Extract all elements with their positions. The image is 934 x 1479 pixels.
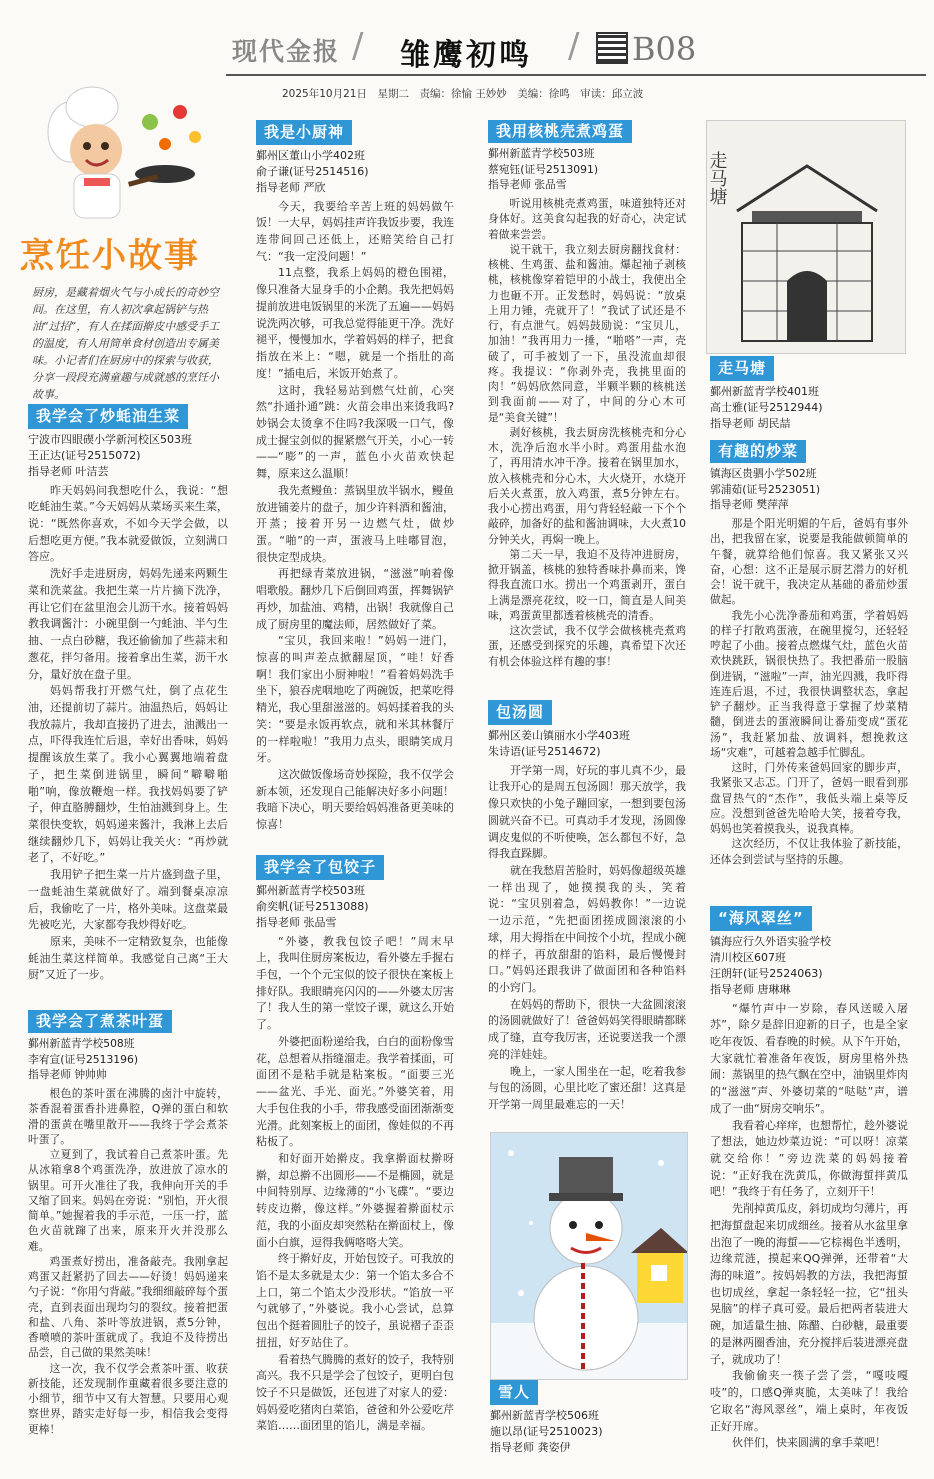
paragraph: 这一次，我不仅学会煮茶叶蛋、收获新技能，还发现制作重藏着很多要注意的小细节，细节中又有大智慧。只要用心观察世界，踏实走好每一步，相信我会变得更棒！ [28, 1361, 228, 1436]
paragraph: 我偷偷夹一筷子尝了尝，“嘎吱嘎吱”的，口感Q弹爽脆，太美味了！我给它取名“海风翠丝”，端上桌时，年夜饭正好开席。 [710, 1369, 908, 1433]
article-fun-cooking [710, 440, 908, 867]
author: 施以昂(证号2510023) [490, 1424, 603, 1438]
school: 鄞州区董山小学402班 [256, 148, 365, 162]
teacher: 指导老师 严欣 [256, 180, 326, 194]
article-title: 我学会了煮茶叶蛋 [28, 1010, 172, 1033]
paragraph: 终于擀好皮，开始包饺子。可我放的馅不是太多就是太少：第一个馅太多合不上口，第二个馅太少没形状。“馅放一平勺就够了，”外婆说。我小心尝试，总算包出个挺着圆肚子的饺子，虽说褶子歪歪扭扭，好歹站住了。 [256, 1252, 454, 1349]
article-title: “海风翠丝” [710, 906, 812, 931]
paragraph: 洗好手走进厨房，妈妈先递来两颗生菜和洗菜盆。我把生菜一片片摘下洗净，再让它们在盆里泡会儿沥干水。接着妈妈教我调酱汁：小碗里倒一勺蚝油、半勺生抽、一点白砂糖，我还偷偷加了些蒜末和葱花，拌匀备用。接着拿出生菜，沥干水分，量好放在盘子里。 [28, 567, 228, 681]
byline [710, 934, 908, 998]
paragraph: 就在我愁眉苦脸时，妈妈像超级英雄一样出现了，她摸摸我的头，笑着说：“宝贝别着急，妈妈教你！”一边说一边示范，“先把面团搓成圆滚滚的小球，用大拇指在中间按个小坑，捏成小碗的样子，再放甜甜的馅料，最后慢慢封口。”妈妈还跟我讲了做面团和各种馅料的小窍门。 [488, 863, 686, 995]
paragraph: “外婆，教我包饺子吧！”周末早上，我叫住厨房案板边，看外婆左手握右手包，一个个元宝似的饺子很快在案板上排好队。我眼睛亮闪闪的——外婆太厉害了！我人生的第一堂饺子课，就这么开始了。 [256, 934, 454, 1032]
teacher: 指导老师 胡民喆 [710, 416, 791, 430]
paragraph: 这时，我轻易站到燃气灶前，心突然“扑通扑通”跳：火苗会串出来烫我吗?妙锅会太烫拿不住吗?我深吸一口气，像成士握宝剑似的握紧燃气开关，小心一转——“嘭”的一声，蓝色小火苗欢快起舞，原来这么温顺！ [256, 383, 454, 481]
building-sketch-icon [707, 121, 906, 354]
paragraph: 这次尝试，我不仅学会做核桃壳煮鸡蛋，还感受到探究的乐趣，真希望下次还有机会体验这样有趣的事！ [488, 624, 686, 668]
byline [256, 148, 454, 196]
snowman-caption [490, 1380, 688, 1459]
teacher: 指导老师 张品雪 [256, 915, 337, 929]
paragraph: “宝贝，我回来啦！”妈妈一进门，惊喜的叫声差点掀翻屋顶，“哇！好香啊！我们家出小厨神啦！”看着妈妈洗手坐下，狼吞虎咽地吃了两碗饭，把菜吃得精光，我心里甜滋滋的。妈妈揉着我的头笑：“要是永饭再软点，就和米其林餐厅的一样啦啦！”我用力点头，眼睛笑成月牙。 [256, 634, 454, 765]
paragraph: 今天，我要给辛苦上班的妈妈做午饭！一大早，妈妈挂声许我饭步要，我连连带间回己还低上，还赔笑给自己打气：“我一定没问题！” [256, 199, 454, 263]
paragraph: 听说用核桃壳煮鸡蛋，味道独特还对身体好。这美食勾起我的好奇心，决定试着做来尝尝。 [488, 197, 686, 241]
masthead [0, 0, 934, 82]
paragraph: 我先小心洗净番茄和鸡蛋，学着妈妈的样子打散鸡蛋液，在碗里搅匀，还轻轻哼起了小曲。接着点燃煤气灶，蓝色火苗欢快跳跃，锅很快热了。我把番茄一股脑倒进锅，“滋啦”一声，油光四溅，我吓得连连后退，不过，我很快调整状态，拿起铲子翻炒。正当我得意于掌握了炒菜精髓，倒进去的蛋液瞬间让番茄变成“蛋花汤”，我赶紧加盐、放调料，想挽救这场“灾难”，可越着急越手忙脚乱。 [710, 608, 908, 759]
paragraph: 这次经历，不仅让我体验了新技能，还体会到尝试与坚持的乐趣。 [710, 837, 908, 866]
author: 李宥宣(证号2513196) [28, 1052, 139, 1066]
paragraph: 在妈妈的帮助下，很快一大盆圆滚滚的汤圆就做好了！爸爸妈妈笑得眼睛都眯成了缝，直夸我厉害，还说要送我一个漂亮的洋娃娃。 [488, 997, 686, 1061]
paragraph: 说干就干，我立刻去厨房翻找食材：核桃、生鸡蛋、盐和酱油。爆起袖子剥核桃，核桃像穿着铠甲的小战士，我使出全力也砸不开。正发愁时，妈妈说：“放桌上用力锤，壳就开了！”我试了试还是不行，有点泄气。妈妈鼓励说：“宝贝儿，加油！”我再用力一捶，“啪嗒”一声，壳破了，可手被划了一下，虽没流血却很疼。我提议：“你剥外壳，我挑里面的肉！”妈妈欣然同意，半颗半颗的核桃送到我面前——对了，中间的分心木可是“美食关键”！ [488, 242, 686, 424]
school: 镇海应行久外语实验学校 [710, 934, 831, 948]
article-title: 我是小厨神 [256, 120, 352, 145]
school: 镇海区贵驷小学502班 [710, 467, 817, 481]
teacher: 指导老师 钟帅帅 [28, 1068, 107, 1082]
paragraph: 晚上，一家人围坐在一起，吃着我参与包的汤圆，心里比吃了蜜还甜！这真是开学第一周里最难忘的一天！ [488, 1064, 686, 1112]
paragraph: 先削掉黄瓜皮，斜切成均匀薄片，再把海蜇盘起来切成细丝。接着从水盆里拿出泡了一晚的海蜇——它棕褐色半透明，边缘荒涟，摸起来QQ弹弹，还带着“大海的味道”。按妈妈教的方法，我把海蜇也切成丝，拿起一条轻轻一拉，它“扭头晃脑”的样子真可爱。最后把两者装进大碗，加适量生抽、陈醋、白砂糖，最重要的是淋两圈香油，充分搅拌后装进漂亮盘子，就成功了！ [710, 1202, 908, 1366]
article-sea-breeze-salad [710, 906, 908, 1452]
paragraph: 第二天一早，我迫不及待冲进厨房，掀开锅盖，核桃的独特香味扑鼻而来，馋得我直流口水。捞出一个鸡蛋剥开，蛋白上满是漂亮花纹，咬一口，简直是人间美味，鸡蛋黄里都透着核桃壳的清香。 [488, 547, 686, 622]
article-dumplings [256, 855, 454, 1435]
snowman-icon [491, 1133, 688, 1380]
school: 鄞州新蓝青学校503班 [488, 147, 595, 161]
school: 宁波市四眼碶小学新河校区503班 [28, 432, 192, 446]
paragraph: 看着热气腾腾的煮好的饺子，我特别高兴。我不只是学会了包饺子，更明白包饺子不只是做饭，还包进了对家人的爱：妈妈爱吃猪肉白菜馅，爸爸和外公爱吃芹菜馅……面团里的馅儿，满是幸福。 [256, 1352, 454, 1433]
divider-slash: / [568, 26, 580, 66]
paragraph: 和好面开始擀皮。我拿擀面杖擀呀擀，却总擀不出圆形——不是椭圆，就是中间特别厚、边缘薄的“小飞碟”。“要边转皮边擀，像这样。”外婆握着擀面杖示范，我的小面皮却突然粘在擀面杖上，像面小白旗，逗得我俩咯咯大笑。 [256, 1151, 454, 1249]
drawing-label-char: 走马塘 [707, 151, 728, 205]
chef-illustration [30, 82, 220, 222]
article-stir-fry-lettuce [28, 404, 228, 984]
author: 朱诗语(证号2514672) [488, 744, 601, 758]
paragraph: 11点整，我系上妈妈的橙色围裙，像只准备大显身手的小企鹅。我先把妈妈提前放进电饭锅里的米洗了五遍——妈妈说洗两次够，可我总觉得能更干净。洗好褪平，慢慢加水，学着妈妈的样子，把食指放在米上：“嗯，就是一个指肚的高度！”插电后，米饭开始煮了。 [256, 266, 454, 380]
byline [256, 883, 454, 931]
section-title: 烹饪小故事 [20, 236, 200, 276]
byline [710, 466, 908, 513]
zoumatang-drawing [706, 120, 906, 354]
author: 俞子谦(证号2514516) [256, 164, 369, 178]
column-title: 雏鹰初鸣 [400, 38, 532, 73]
author: 高士雅(证号2512944) [710, 400, 823, 414]
paragraph: 开学第一周，好玩的事儿真不少，最让我开心的是周五包汤圆！那天放学，我像只欢快的小兔子蹦回家，一想到要包汤圆就兴奋不已。可真动手才发现，汤圆像调皮鬼似的不听使唤，怎么都包不好，急得我直跺脚。 [488, 763, 686, 861]
dateline: 2025年10月21日 星期二 责编：徐愉 王妙妙 美编：徐鸣 审读：邱立波 [282, 88, 644, 100]
article-little-chef [256, 120, 454, 834]
article-title: 我学会了包饺子 [256, 855, 384, 880]
paragraph: 根色的茶叶蛋在沸腾的卤汁中旋转，茶香混着蛋香扑进鼻腔，Q弹的蛋白和软滑的蛋黄在嘴里散开——我终于学会煮茶叶蛋了。 [28, 1087, 228, 1146]
newspaper-brand: 现代金报 [232, 37, 341, 66]
teacher: 指导老师 叶洁芸 [28, 464, 109, 478]
zoumatang-caption [710, 356, 908, 435]
author: 王正达(证号2515072) [28, 448, 141, 462]
paragraph: “爆竹声中一岁除，春风送暖入屠苏”，除夕是辞旧迎新的日子，也是全家吃年夜饭、看春晚的时候。从下午开始，大家就忙着准备年夜饭，厨房里格外热闹：蒸锅里的热气飘在空中，油锅里炸肉的“滋滋”声、外婆切菜的“哒哒”声，谱成了一曲“厨房交响乐”。 [710, 1001, 908, 1115]
teacher: 指导老师 张品雪 [488, 178, 567, 192]
article-walnut-eggs [488, 120, 686, 669]
paragraph: 立夏到了，我试着自己煮茶叶蛋。先从冰箱拿8个鸡蛋洗净，放进放了凉水的锅里。可开火准往了我，我伸向开关的手又缩了回来。妈妈在旁说：“别怕，开火很简单。”她握着我的手示范，一压一拧，蓝色火苗就蹿了出来，原来开火并没那么难。 [28, 1148, 228, 1253]
byline [488, 146, 686, 193]
paragraph: 我用铲子把生菜一片片盛到盘子里，一盘蚝油生菜就做好了。端到餐桌凉凉后，我偷吃了一片，格外美味。这盘菜最先被吃光，大家都夸我炒得好吃。 [28, 868, 228, 932]
paragraph: 外婆把面粉递给我，白白的面粉像雪花，总想着从指缝溜走。我学着揉面，可面团不是粘手就是粘案板。“面要三光——盆光、手光、面光。”外婆笑着，用大手包住我的小手，带我感受面团渐渐变光滑。此刻案板上的面团，像娃似的不再粘板了。 [256, 1034, 454, 1149]
paragraph: 剥好核桃，我去厨房洗核桃壳和分心木，洗净后泡水半小时。鸡蛋用盐水泡了，再用清水冲干净。接着在锅里加水，放入核桃壳和分心木，大火烧开，水烧开后关火煮蛋，放入鸡蛋，煮5分钟左右。我小心捞出鸡蛋，用勺背轻轻敲一下个个敲碎，加备好的盐和酱油调味，大火煮10分钟关火，再焖一晚上。 [488, 425, 686, 546]
article-title: 我用核桃壳煮鸡蛋 [488, 120, 632, 143]
picture-title: 雪人 [490, 1380, 538, 1405]
paragraph: 这次做饭像场奇妙探险，我不仅学会新本领，还发现自己能解决好多小问题！我暗下决心，明天要给妈妈准备更美味的惊喜！ [256, 768, 454, 832]
teacher: 指导老师 唐琳琳 [710, 982, 791, 996]
byline [488, 728, 686, 760]
school: 鄞州新蓝青学校506班 [490, 1408, 599, 1422]
paragraph: 那是个阳光明媚的午后，爸妈有事外出，把我留在家，说要是我能做顿简单的午餐，就算给他们惊喜。我又紧张又兴奋，心想：这不正是展示厨艺潜力的好机会！说干就干，我决定从基础的番茄炒蛋做起。 [710, 517, 908, 607]
school: 鄞州区姜山镇丽水小学403班 [488, 728, 630, 742]
author: 蔡宛钰(证号2513091) [488, 162, 599, 176]
divider-slash: / [352, 26, 364, 66]
paragraph: 我先煮鳗鱼：蒸锅里放半锅水，鳗鱼放进铺姜片的盘子，加少许料酒和酱油，开蒸；接着开另一边燃气灶，做炒蛋。“啪”的一声，蛋液马上哇嘟冒泡，很快定型成块。 [256, 483, 454, 564]
teacher: 指导老师 龚姿伊 [490, 1440, 571, 1454]
school: 鄞州新蓝青学校401班 [710, 384, 819, 398]
author: 汪朗轩(证号2524063) [710, 966, 823, 980]
school: 鄞州新蓝青学校503班 [256, 883, 365, 897]
article-tangyuan [488, 700, 686, 1114]
qr-code-icon [596, 32, 628, 64]
article-title: 包汤圆 [488, 700, 552, 725]
snowman-drawing [490, 1132, 688, 1380]
teacher: 指导老师 樊萍萍 [710, 498, 789, 512]
article-title: 我学会了炒蚝油生菜 [28, 404, 188, 429]
page-number: B08 [632, 30, 697, 68]
author: 俞奕帆(证号2513088) [256, 899, 369, 913]
author: 郭浦茹(证号2523051) [710, 482, 821, 496]
paragraph: 昨天妈妈问我想吃什么，我说：“想吃蚝油生菜。”今天妈妈从菜场买来生菜，说：“既然你喜欢，不如今天学会做，以后想吃更方便。”我本就爱做饭，立刻满口答应。 [28, 483, 228, 564]
header-rule [226, 74, 926, 76]
picture-title: 走马塘 [710, 356, 774, 381]
paragraph: 我看着心痒痒，也想帮忙，趁外婆说了想法，她边炒菜边说：“可以呀！凉菜就交给你！”旁边洗菜的妈妈接着说：“正好我在洗黄瓜，你做海蜇拌黄瓜吧！”我终于有任务了，立刻开干！ [710, 1118, 908, 1199]
article-tea-eggs [28, 1010, 228, 1437]
paragraph: 伙伴们，快来圆满的拿手菜吧！ [732, 1436, 886, 1450]
section-intro: 厨房，是藏着烟火气与小成长的奇妙空间。在这里，有人初次拿起锅铲与热油“过招”，有人在揉面擀皮中感受手工的温度，有人用简单食材创造出专属美味。小记者们在厨房中的探索与收获，分享一段段充满童趣与成就感的烹饪小故事。 [32, 286, 220, 402]
paragraph: 妈妈帮我打开燃气灶，倒了点花生油，还提前切了蒜片。油温热后，妈妈让我放蒜片，我却直接扔了进去，油溅出一点，吓得我连忙后退，幸好出香味，妈妈提醒该放生菜了。我小心翼翼地端着盘子，把生菜倒进锅里，瞬间“噼噼啪啪”响，像放鞭炮一样。我找妈妈要了铲子，伸直胳膊翻炒，生怕油溅到身上。生菜很快变软，妈妈递来酱汁，我淋上去后继续翻炒几下，妈妈让我关火：“再炒就老了，不好吃。” [28, 684, 228, 865]
school: 鄞州新蓝青学校508班 [28, 1037, 135, 1051]
paragraph: 鸡蛋煮好捞出，准备敲壳。我刚拿起鸡蛋又赶紧扔了回去——好烫！妈妈递来勺子说：“你用勺背敲。”我细细敲碎每个蛋壳，直到表面出现均匀的裂纹。接着把蛋和盐、八角、茶叶等放进锅，煮5分钟，香喷喷的茶叶蛋就成了。我迫不及待捞出品尝，自己做的果然美味！ [28, 1254, 228, 1360]
paragraph: 原来，美味不一定精致复杂，也能像蚝油生菜这样简单。我感觉自己离“王大厨”又近了一步。 [28, 935, 228, 982]
byline [28, 1036, 228, 1083]
byline [28, 432, 228, 480]
paragraph: 这时，门外传来爸妈回家的脚步声，我紧张又忐忑。门开了，爸妈一眼看到那盘冒热气的“杰作”，我低头端上桌等反应。没想到爸爸先哈哈大笑，接着夸我，妈妈也笑着摸我头，说我真棒。 [710, 761, 908, 836]
paragraph: 再把绿青菜放进锅，“滋滋”响着像唱歌般。翻炒几下后倒回鸡蛋，挥舞锅铲再炒，加盐油、鸡精，出锅！我就像自己成了厨房里的魔法师，居然做好了菜。 [256, 567, 454, 631]
article-title: 有趣的炒菜 [710, 440, 806, 463]
byline [710, 384, 908, 432]
class: 清川校区607班 [710, 950, 786, 964]
byline [490, 1408, 688, 1456]
